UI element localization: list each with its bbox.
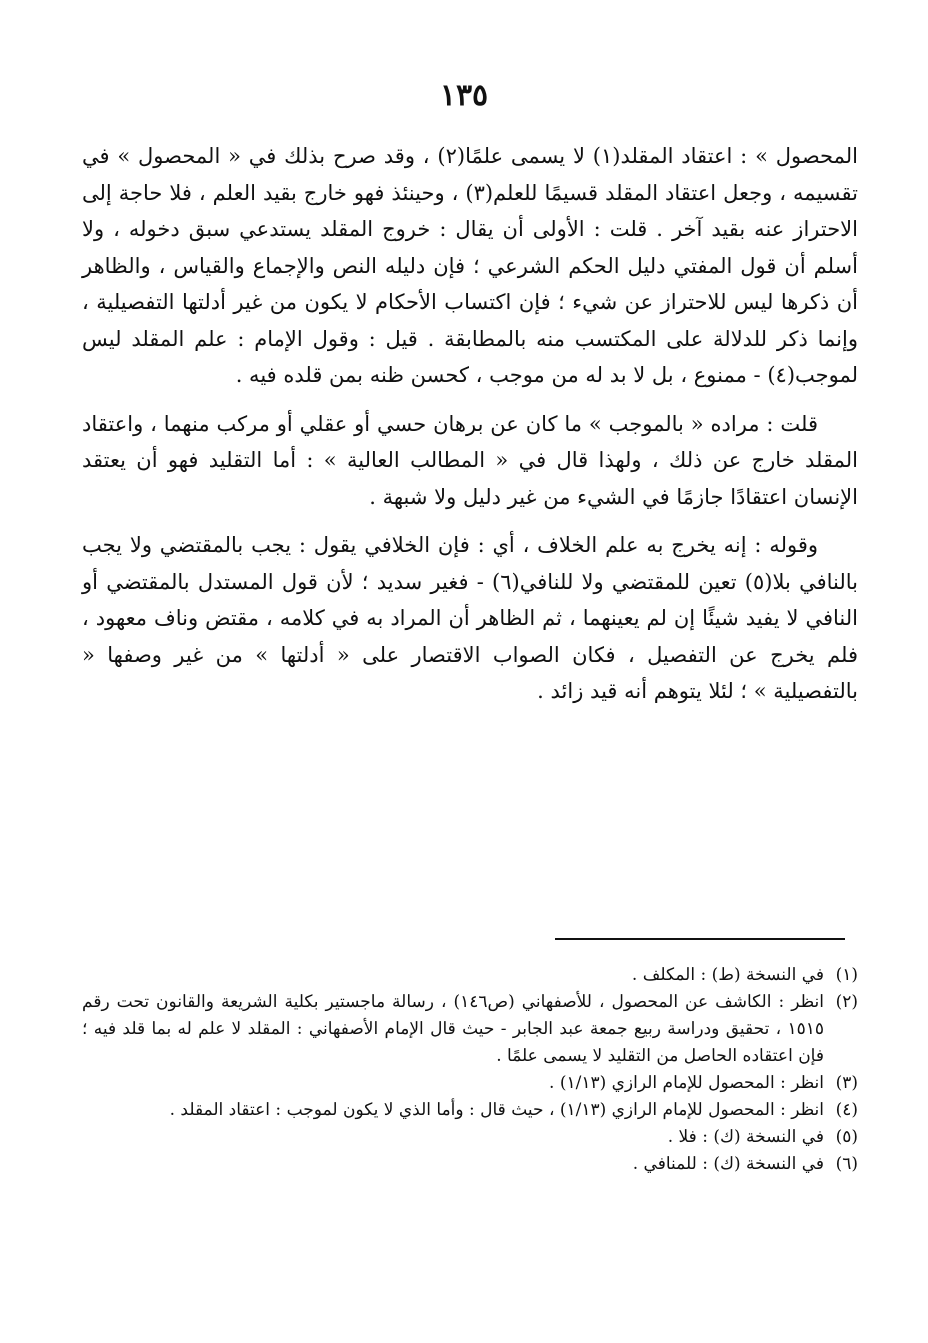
footnote-text: انظر : المحصول للإمام الرازي (١/١٣) . [549, 1073, 824, 1093]
footnote [82, 989, 858, 1070]
paragraph: قلت : مراده « بالموجب » ما كان عن برهان حسي أو عقلي أو مركب منهما ، واعتقاد المقلد خارج عن ذلك ، ولهذا قال في « المطالب العالية » : أما التقليد فهو أن يعتقد الإنسان اعتقادًا جازمًا في الشيء من غير دليل ولا شبهة . [82, 411, 858, 509]
footnote [82, 1097, 858, 1124]
footnote-text: في النسخة (ك) : للمنافي . [632, 1154, 824, 1174]
footnote-text: انظر : الكاشف عن المحصول ، للأصفهاني (ص١٤٦) ، رسالة ماجستير بكلية الشريعة والقانون تحت رقم ١٥١٥ ، تحقيق ودراسة ربيع جمعة عبد الجابر - حيث قال الإمام الأصفهاني : المقلد لا علم له بما قلد فيه ؛ فإن اعتقاده الحاصل من التقليد لا يسمى علمًا . [82, 992, 824, 1066]
footnote [82, 962, 858, 989]
footnote-separator [555, 938, 845, 940]
main-text [82, 138, 858, 722]
footnote-number: (٦) [835, 1154, 858, 1174]
page-number: ١٣٥ [439, 78, 489, 113]
footnote-number: (٥) [835, 1127, 858, 1147]
footnote-number: (٢) [835, 992, 858, 1012]
paragraph: المحصول » : اعتقاد المقلد(١) لا يسمى علمًا(٢) ، وقد صرح بذلك في « المحصول » في تقسيمه ، وجعل اعتقاد المقلد قسيمًا للعلم(٣) ، وحينئذ فهو خارج بقيد العلم ، فلا حاجة إلى الاحتراز عنه بقيد آخر . قلت : الأولى أن يقال : خروج المقلد يستدعي سبق دخوله ، ولا أسلم أن قول المفتي دليل الحكم الشرعي ؛ فإن دليله النص والإجماع والقياس ، والظاهر أن ذكرها ليس للاحتراز عن شيء ؛ فإن اكتساب الأحكام لا يكون من غير أدلتها التفصيلية ، وإنما ذكر للدلالة على المكتسب منه بالمطابقة . قيل : وقول الإمام : علم المقلد ليس لموجب(٤) - ممنوع ، بل لا بد له من موجب ، كحسن ظنه بمن قلده فيه . [82, 144, 858, 387]
paragraph: وقوله : إنه يخرج به علم الخلاف ، أي : فإن الخلافي يقول : يجب بالمقتضي ولا يجب بالنافي بلا(٥) تعين للمقتضي ولا للنافي(٦) - فغير سديد ؛ لأن قول المستدل بالمقتضي أو النافي لا يفيد شيئًا إن لم يعينهما ، ثم الظاهر أن المراد به في كلامه ، مقتض وناف معهود ، فلم يخرج عن التفصيل ، فكان الصواب الاقتصار على « أدلتها » من غير وصفها « بالتفصيلية » ؛ لئلا يتوهم أنه قيد زائد . [82, 533, 858, 703]
footnote [82, 1070, 858, 1097]
footnote-number: (٣) [835, 1073, 858, 1093]
footnote-number: (٤) [835, 1100, 858, 1120]
footnote-text: انظر : المحصول للإمام الرازي (١/١٣) ، حيث قال : وأما الذي لا يكون لموجب : اعتقاد المقلد . [169, 1100, 824, 1120]
footnote [82, 1151, 858, 1178]
footnote-text: في النسخة (ك) : فلا . [667, 1127, 824, 1147]
footnote [82, 1124, 858, 1151]
footnote-number: (١) [835, 965, 858, 985]
footnotes [82, 962, 858, 1178]
footnote-text: في النسخة (ط) : المكلف . [631, 965, 824, 985]
